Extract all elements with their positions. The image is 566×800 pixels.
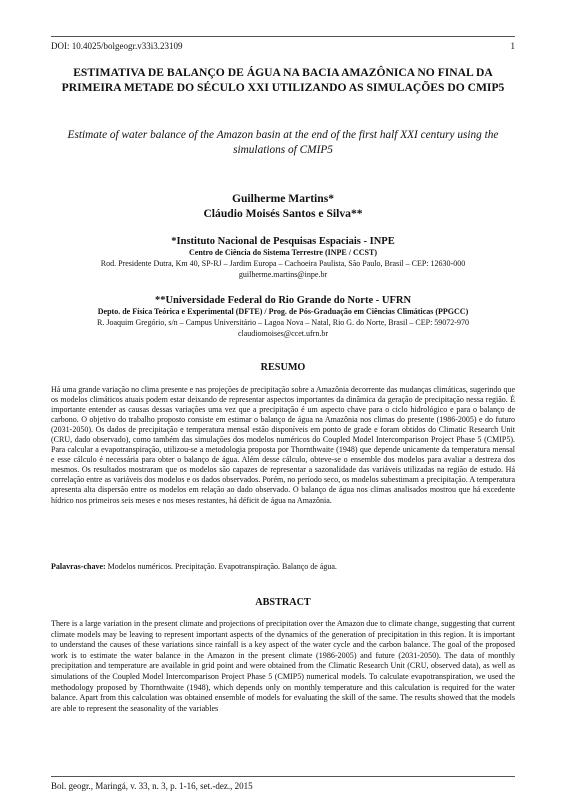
keywords-text: Modelos numéricos. Precipitação. Evapotranspiração. Balanço de água. — [107, 562, 337, 571]
institution-dept: Depto. de Física Teórica e Experimental (DFTE) / Prog. de Pós-Graduação em Ciências Climáticas (PPGCC) — [97, 307, 469, 316]
institution-name: *Instituto Nacional de Pesquisas Espaciais - INPE — [171, 236, 395, 247]
resumo-text: Há uma grande variação no clima presente e nas projeções de precipitação sobre a Amazônia decorrente das mudanças climáticas, sugerindo que os modelos climáticos atuais podem estar deixando de representar aspectos importantes da dinâmica da geração de precipitação nessa região. É importante entender as causas dessas variações uma vez que a precipitação é um aspecto chave para o ciclo hidrológico e para o balanço de carbono. O objetivo do trabalho proposto consiste em estimar o balanço de água na Amazônia nos climas do presente (1986-2005) e do futuro (2031-2050). Os dados de precipitação e temperatura mensal estão disponíveis em ponto de grade e foram obtidos do Climatic Research Unit (CRU, dado observado), como também das simulações dos modelos numéricos do Coupled Model Intercomparison Project Phase 5 (CMIP5). Para calcular a evapotranspiração, utilizou-se a metodologia proposta por Thornthwaite (1948) que depende unicamente da temperatura mensal e esse cálculo é necessária para obter o balanço de água. Além desse cálculo, obteve-se o ensemble dos modelos para avaliar a destreza dos mesmos. Os resultados mostraram que os modelos são capazes de representar a sazonalidade das variáveis utilizadas na região de estudo. Há correlação entre as variáveis dos modelos e os dados observados. Porém, no período seco, os modelos subestimam a precipitação. A temperatura apresenta alta dispersão entre os modelos em relação ao dado observado. O balanço de água nos climas analisados mostrou que há excedente hídrico nos primeiros seis meses e nos meses restantes, há déficit de água na Amazônia. — [51, 385, 515, 505]
abstract-text: There is a large variation in the present climate and projections of precipitation over the Amazon due to climate change, suggesting that current climate models may be leaving to represent important aspects of the dynamics of the generation of precipitation in this region. It is important to understand the causes of these variations since rainfall is a key aspect of the water cycle and the carbon balance. The goal of the proposed work is to estimate the water balance in the Amazon in the present climate (1986-2005) and future (2031-2050). The data of monthly precipitation and temperature are available in grid point and were obtained from the Climatic Research Unit (CRU, observed data), as well as simulations of the Coupled Model Intercomparison Project Phase 5 (CMIP5) numerical models. To calculate evapotranspiration, we used the methodology proposed by Thornthwaite (1948), which depends only on monthly temperature and this calculation is required for the water balance. Apart from this calculation was obtained ensemble of models for evaluating the skill of the same. The results showed that the models are able to represent the seasonality of the variables — [51, 619, 515, 713]
author-name: Cláudio Moisés Santos e Silva** — [203, 206, 363, 220]
author-email[interactable]: claudiomoises@ccet.ufrn.br — [237, 328, 328, 338]
author-email[interactable]: guilherme.martins@inpe.br — [238, 269, 328, 279]
affiliation-inpe — [51, 235, 515, 280]
paper-title: ESTIMATIVA DE BALANÇO DE ÁGUA NA BACIA AMAZÔNICA NO FINAL DA PRIMEIRA METADE DO SÉCULO XXI UTILIZANDO AS SIMULAÇÕES DO CMIP5 — [61, 66, 505, 94]
page-number: 1 — [510, 41, 515, 51]
keywords-label: Palavras-chave: — [51, 562, 106, 571]
institution-address: R. Joaquim Gregório, s/n – Campus Universitário – Lagoa Nova – Natal, Rio G. do Norte, Brasil – CEP: 59072-970 — [97, 317, 469, 327]
doi-text[interactable]: DOI: 10.4025/bolgeogr.v33i3.23109 — [51, 41, 183, 51]
institution-name: **Universidade Federal do Rio Grande do Norte - UFRN — [154, 295, 412, 306]
institution-dept: Centro de Ciência do Sistema Terrestre (INPE / CCST) — [189, 248, 377, 257]
abstract-heading: ABSTRACT — [255, 597, 311, 608]
resumo-heading: RESUMO — [260, 362, 306, 373]
footer-citation: Bol. geogr., Maringá, v. 33, n. 3, p. 1-16, set.-dez., 2015 — [51, 781, 253, 791]
paper-page — [51, 0, 515, 800]
keywords-line — [51, 562, 515, 572]
header-rule — [51, 36, 515, 37]
affiliation-ufrn — [51, 294, 515, 339]
author-name: Guilherme Martins* — [231, 192, 335, 205]
footer-rule — [51, 776, 515, 777]
running-header — [51, 41, 515, 51]
paper-subtitle: Estimate of water balance of the Amazon basin at the end of the first half XXI century using the simulations of CMIP5 — [67, 129, 499, 156]
author-list — [51, 192, 515, 221]
institution-address: Rod. Presidente Dutra, Km 40, SP-RJ – Jardim Europa – Cachoeira Paulista, São Paulo, Brasil – CEP: 12630-000 — [100, 258, 466, 268]
